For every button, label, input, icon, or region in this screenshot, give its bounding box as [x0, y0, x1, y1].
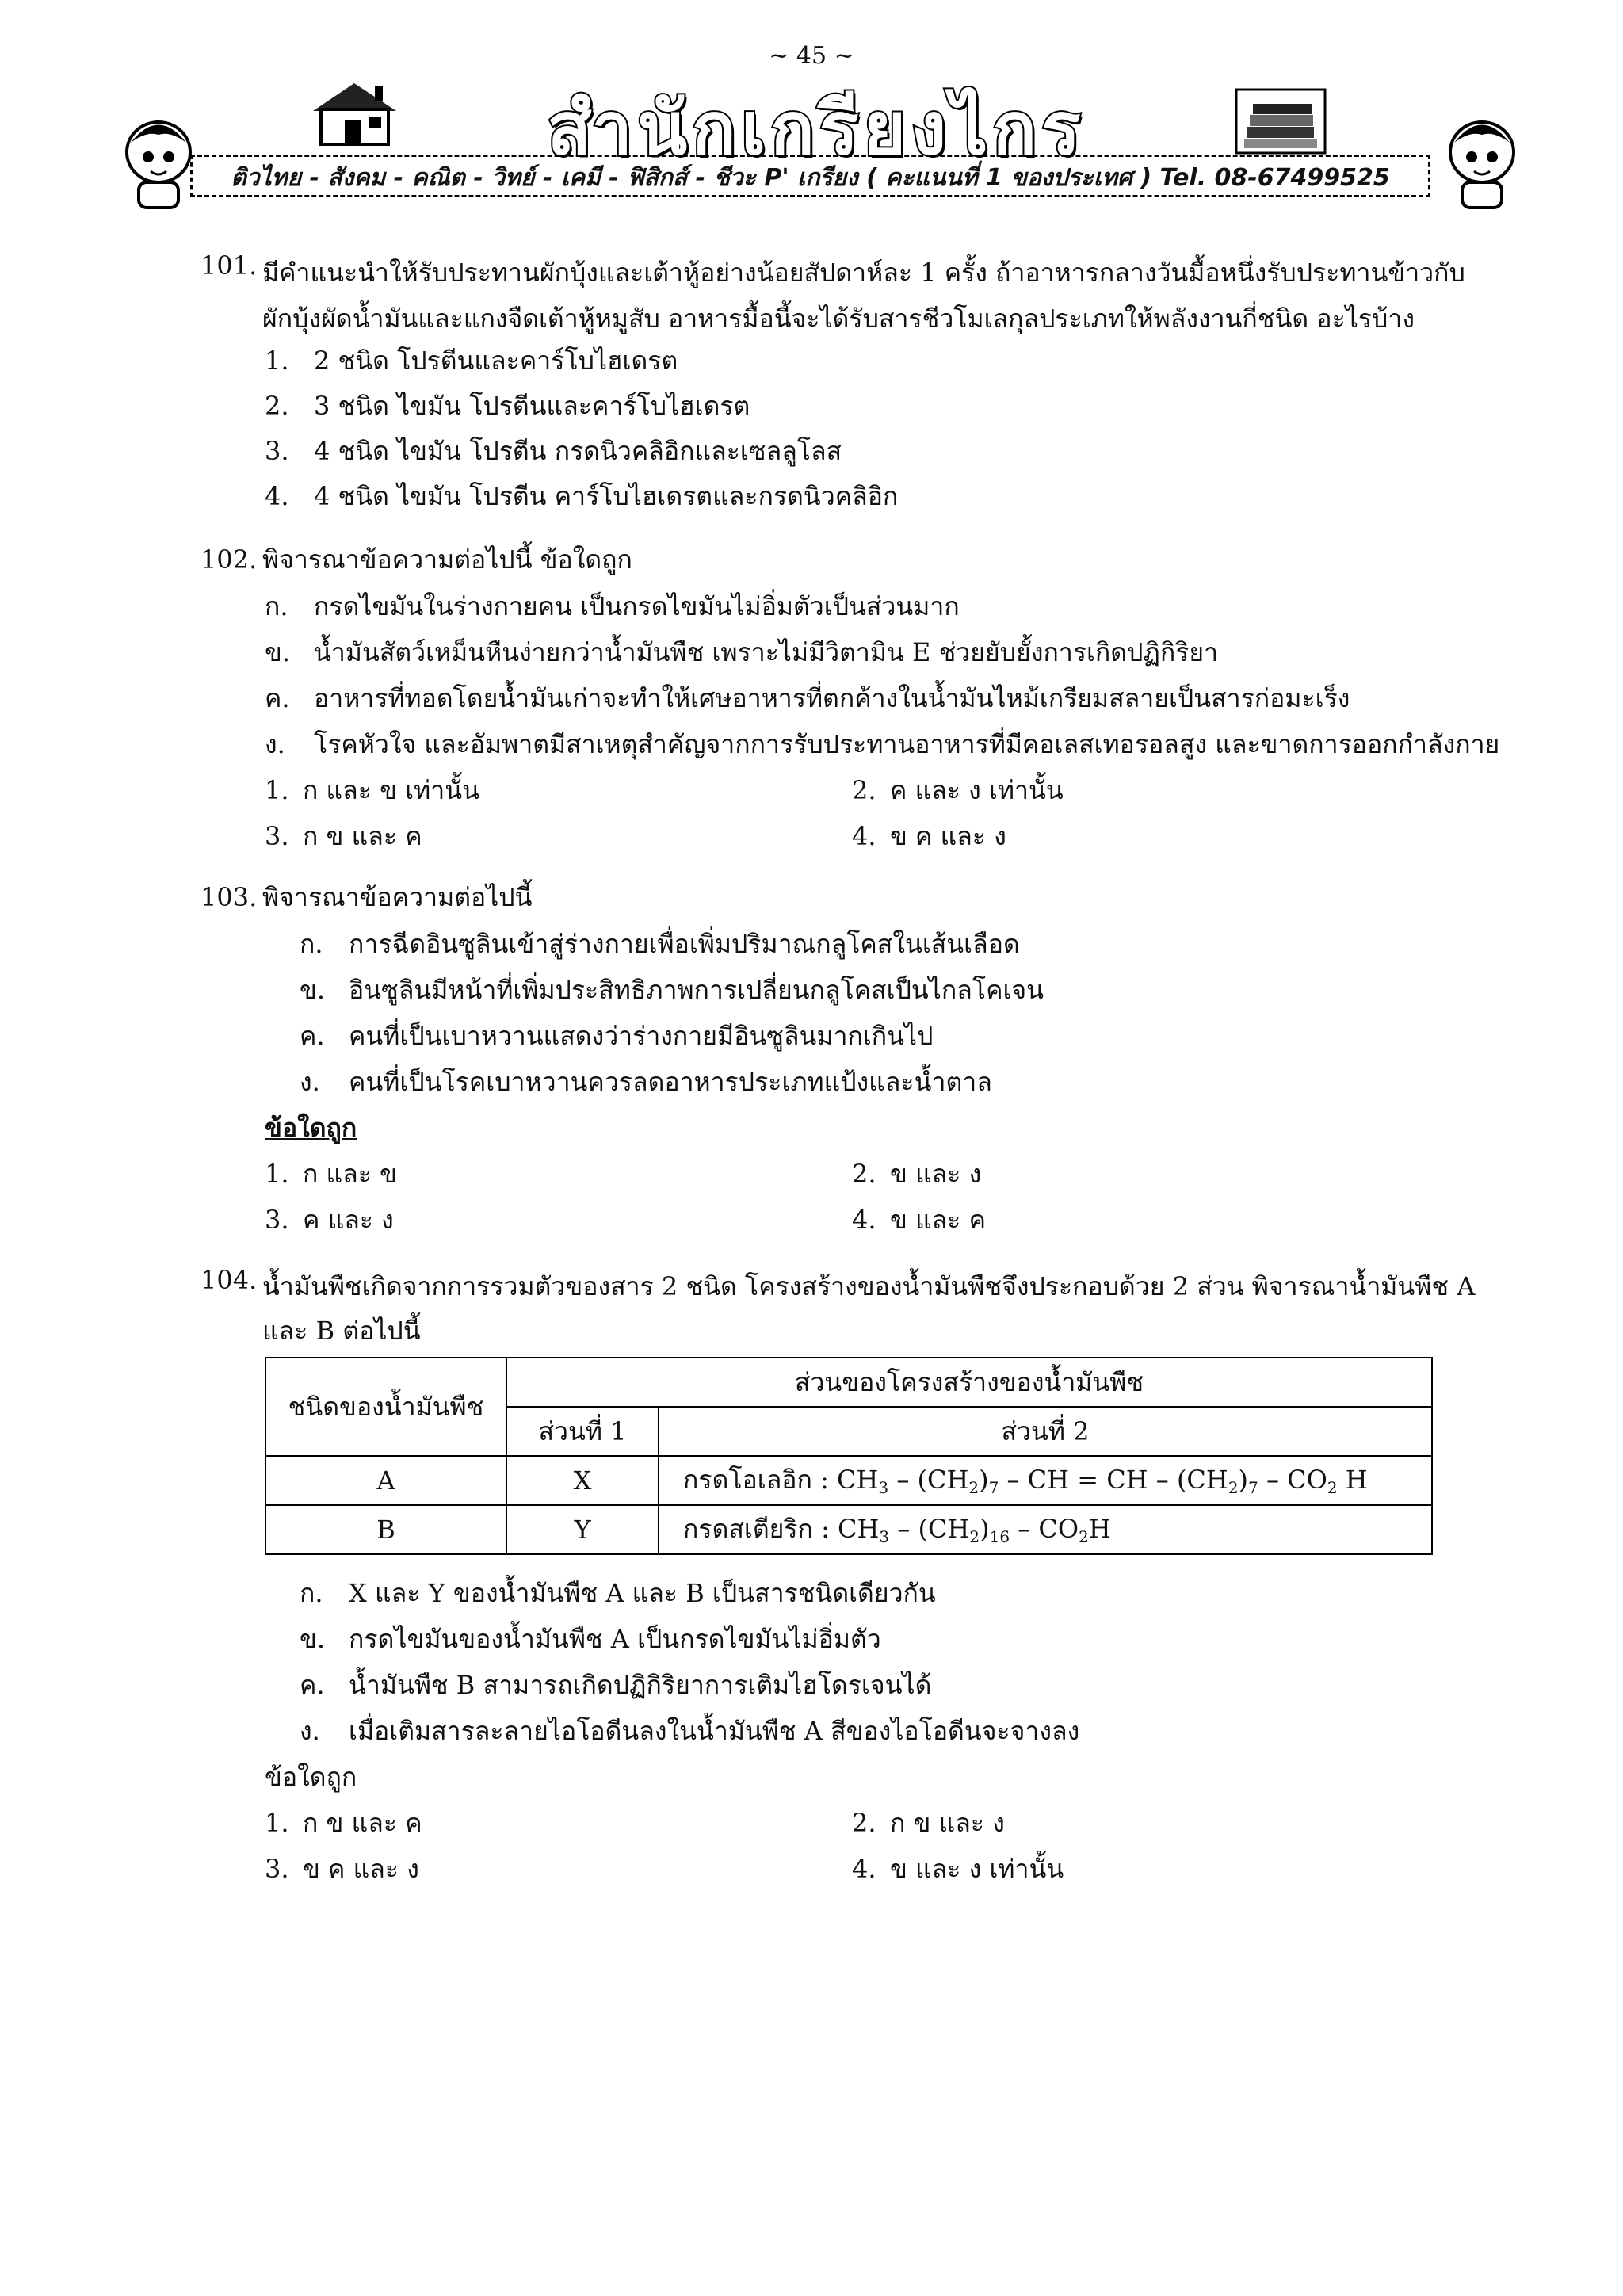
choice-103-3[interactable]: [265, 1204, 394, 1236]
question-number: 104.: [200, 1265, 258, 1295]
question-text: น้ำมันพืชเกิดจากการรวมตัวของสาร 2 ชนิด โครงสร้างของน้ำมันพืชจึงประกอบด้วย 2 ส่วน พิจารณาน้ำมันพืช A และ B ต่อไปนี้: [262, 1271, 1476, 1346]
statement-text: น้ำมันพืช B สามารถเกิดปฏิกิริยาการเติมไฮโดรเจนได้: [349, 1670, 932, 1700]
statement-104-a: [300, 1577, 936, 1609]
acid-name: กรดสเตียริก :: [683, 1513, 838, 1544]
statement-key: ข.: [300, 1624, 326, 1654]
choice-key: 4.: [852, 821, 876, 851]
cell-part2: [659, 1456, 1432, 1505]
statement-key: ง.: [300, 1716, 320, 1746]
question-number: 103.: [200, 882, 258, 912]
choice-key: 2.: [852, 1159, 876, 1189]
question-104: [200, 1264, 1484, 1353]
cell-part1: Y: [506, 1505, 659, 1554]
choice-text: ข และ ง เท่านั้น: [890, 1854, 1064, 1884]
vegetable-oil-table: [265, 1357, 1433, 1555]
brand-logo-text: สำนักเกรียงไกร: [547, 86, 1086, 171]
statement-key: ค.: [265, 683, 290, 713]
table-header-part1: ส่วนที่ 1: [506, 1407, 659, 1456]
question-text: พิจารณาข้อความต่อไปนี้ ข้อใดถูก: [262, 544, 632, 575]
choice-text: ค และ ง: [303, 1205, 394, 1235]
choice-101-4[interactable]: [265, 480, 898, 512]
choice-text: ข และ ง: [890, 1159, 982, 1189]
choice-text: ก ข และ ค: [303, 821, 422, 851]
choice-102-2[interactable]: [852, 774, 1064, 806]
choice-104-2[interactable]: [852, 1807, 1005, 1839]
statement-text: กรดไขมันของน้ำมันพืช A เป็นกรดไขมันไม่อิ่มตัว: [349, 1624, 881, 1654]
choice-104-3[interactable]: [265, 1853, 419, 1885]
statement-text: กรดไขมันในร่างกายคน เป็นกรดไขมันไม่อิ่มตัวเป็นส่วนมาก: [314, 591, 960, 621]
statement-103-d: [300, 1066, 992, 1098]
cell-oil-type: B: [265, 1505, 506, 1554]
choice-key: 3.: [265, 436, 289, 466]
statement-key: ก.: [300, 1578, 323, 1608]
statement-text: โรคหัวใจ และอัมพาตมีสาเหตุสำคัญจากการรับประทานอาหารที่มีคอเลสเทอรอลสูง และขาดการออกกำลังกาย: [314, 729, 1500, 759]
statement-key: ก.: [300, 929, 323, 959]
cell-oil-type: A: [265, 1456, 506, 1505]
choice-key: 1.: [265, 1159, 289, 1189]
statement-102-c: [265, 682, 1350, 714]
question-prompt: ข้อใดถูก: [265, 1762, 357, 1792]
table-header-structure: ส่วนของโครงสร้างของน้ำมันพืช: [506, 1358, 1432, 1407]
choice-102-4[interactable]: [852, 820, 1006, 852]
cell-part2: [659, 1505, 1432, 1554]
question-number: 101.: [200, 250, 258, 281]
choice-text: 2 ชนิด โปรตีนและคาร์โบไฮเดรต: [314, 346, 678, 376]
choice-text: ก ข และ ค: [303, 1808, 422, 1838]
choice-text: ข ค และ ง: [303, 1854, 419, 1884]
header-tagline-banner: ติวไทย - สังคม - คณิต - วิทย์ - เคมี - ฟิสิกส์ - ชีวะ P' เกรียง ( คะแนนที่ 1 ของประเทศ ) Tel. 08-67499525: [190, 155, 1430, 197]
statement-key: ค.: [300, 1670, 325, 1700]
mascot-left-icon: [115, 111, 202, 214]
choice-103-1[interactable]: [265, 1158, 397, 1190]
choice-104-4[interactable]: [852, 1853, 1064, 1885]
choice-text: ข ค และ ง: [890, 821, 1006, 851]
table-row: [265, 1505, 1432, 1554]
choice-key: 3.: [265, 1854, 289, 1884]
choice-key: 4.: [852, 1205, 876, 1235]
choice-key: 1.: [265, 1808, 289, 1838]
question-101: [200, 250, 1484, 342]
choice-key: 4.: [265, 481, 289, 511]
acid-name: กรดโอเลอิก :: [683, 1464, 838, 1495]
statement-text: คนที่เป็นโรคเบาหวานควรลดอาหารประเภทแป้งและน้ำตาล: [349, 1067, 992, 1097]
statement-key: ค.: [300, 1021, 325, 1051]
choice-key: 3.: [265, 821, 289, 851]
choice-101-1[interactable]: [265, 345, 678, 376]
table-row: [265, 1456, 1432, 1505]
choice-key: 1.: [265, 775, 289, 805]
choice-text: ค และ ง เท่านั้น: [890, 775, 1064, 805]
question-text: พิจารณาข้อความต่อไปนี้: [262, 882, 533, 912]
question-text: มีคำแนะนำให้รับประทานผักบุ้งและเต้าหู้อย่างน้อยสัปดาห์ละ 1 ครั้ง ถ้าอาหารกลางวันมื้อหนึ่งรับประทานข้าวกับผักบุ้งผัดน้ำมันและแกงจืดเต้าหู้หมูสับ อาหารมื้อนี้จะได้รับสารชีวโมเลกุลประเภทให้พลังงานกี่ชนิด อะไรบ้าง: [262, 258, 1465, 334]
statement-key: ข.: [300, 975, 326, 1005]
statement-102-b: [265, 636, 1218, 668]
choice-key: 3.: [265, 1205, 289, 1235]
choice-text: ข และ ค: [890, 1205, 987, 1235]
statement-text: อาหารที่ทอดโดยน้ำมันเก่าจะทำให้เศษอาหารที่ตกค้างในน้ำมันไหม้เกรียมสลายเป็นสารก่อมะเร็ง: [314, 683, 1350, 713]
stearic-acid-formula: $CH_3 - (CH_2)_{16} - CO_2H$: [838, 1513, 1111, 1546]
statement-104-d: [300, 1715, 1079, 1747]
statement-102-d: [265, 728, 1499, 760]
statement-103-b: [300, 974, 1044, 1006]
choice-text: 4 ชนิด ไขมัน โปรตีน กรดนิวคลิอิกและเซลลูโลส: [314, 436, 842, 466]
choice-key: 2.: [852, 775, 876, 805]
statement-104-c: [300, 1669, 931, 1701]
table-header-oil-type: ชนิดของน้ำมันพืช: [265, 1358, 506, 1456]
question-number: 102.: [200, 544, 258, 575]
choice-key: 4.: [852, 1854, 876, 1884]
house-icon: [305, 79, 404, 147]
statement-text: X และ Y ของน้ำมันพืช A และ B เป็นสารชนิดเดียวกัน: [349, 1578, 936, 1608]
books-icon: [1232, 83, 1331, 159]
choice-text: ก และ ข: [303, 1159, 398, 1189]
statement-text: น้ำมันสัตว์เหม็นหืนง่ายกว่าน้ำมันพืช เพราะไม่มีวิตามิน E ช่วยยับยั้งการเกิดปฏิกิริยา: [314, 637, 1219, 667]
statement-text: อินซูลินมีหน้าที่เพิ่มประสิทธิภาพการเปลี่ยนกลูโคสเป็นไกลโคเจน: [349, 975, 1044, 1005]
choice-key: 2.: [852, 1808, 876, 1838]
choice-103-2[interactable]: [852, 1158, 981, 1190]
choice-102-3[interactable]: [265, 820, 422, 852]
statement-key: ก.: [265, 591, 288, 621]
choice-103-4[interactable]: [852, 1204, 986, 1236]
choice-101-3[interactable]: [265, 435, 842, 467]
statement-key: ง.: [300, 1067, 320, 1097]
mascot-right-icon: [1438, 111, 1526, 214]
choice-text: 3 ชนิด ไขมัน โปรตีนและคาร์โบไฮเดรต: [314, 391, 750, 421]
statement-key: ข.: [265, 637, 291, 667]
choice-text: ก ข และ ง: [890, 1808, 1005, 1838]
statement-text: คนที่เป็นเบาหวานแสดงว่าร่างกายมีอินซูลินมากเกินไป: [349, 1021, 934, 1051]
question-102: [200, 544, 1484, 575]
choice-text: 4 ชนิด ไขมัน โปรตีน คาร์โบไฮเดรตและกรดนิวคลิอิก: [314, 481, 899, 511]
statement-102-a: [265, 590, 960, 622]
statement-103-c: [300, 1020, 933, 1052]
statement-key: ง.: [265, 729, 285, 759]
choice-key: 1.: [265, 346, 289, 376]
question-prompt: ข้อใดถูก: [265, 1113, 357, 1143]
statement-103-a: [300, 928, 1020, 960]
statement-text: เมื่อเติมสารละลายไอโอดีนลงในน้ำมันพืช A สีของไอโอดีนจะจางลง: [349, 1716, 1080, 1746]
statement-104-b: [300, 1623, 881, 1655]
page-number: ~ 45 ~: [769, 42, 854, 70]
choice-104-1[interactable]: [265, 1807, 422, 1839]
choice-key: 2.: [265, 391, 289, 421]
statement-text: การฉีดอินซูลินเข้าสู่ร่างกายเพื่อเพิ่มปริมาณกลูโคสในเส้นเลือด: [349, 929, 1020, 959]
cell-part1: X: [506, 1456, 659, 1505]
choice-101-2[interactable]: [265, 390, 750, 422]
oleic-acid-formula: $CH_3 - (CH_2)_7$ – CH = CH – $(CH_2)_7 - CO_2$ H: [837, 1464, 1368, 1497]
table-header-part2: ส่วนที่ 2: [659, 1407, 1432, 1456]
choice-102-1[interactable]: [265, 774, 479, 806]
question-103: [200, 881, 1484, 913]
choice-text: ก และ ข เท่านั้น: [303, 775, 479, 805]
